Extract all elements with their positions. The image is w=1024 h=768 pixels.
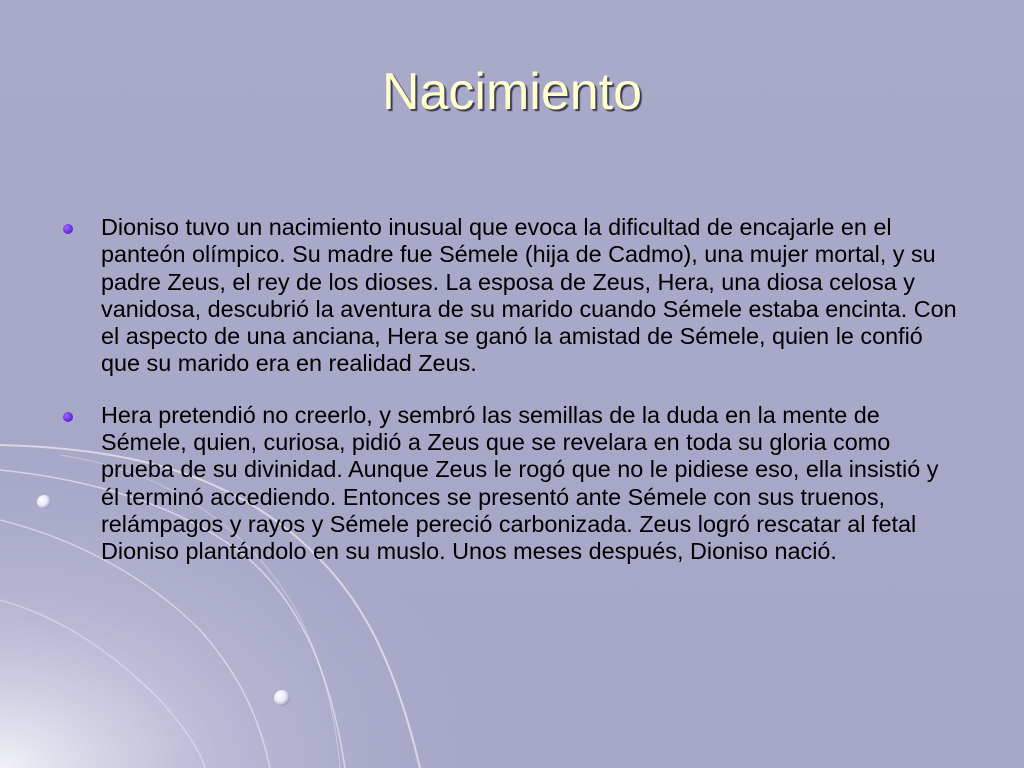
bullet-icon (63, 224, 73, 234)
bullet-text: Dioniso tuvo un nacimiento inusual que evoca la dificultad de encajarle en el panteón olímpico. Su madre fue Sémele (hija de Cadmo), una mujer mortal, y su padre Zeus, el rey de los dioses. La esposa de Zeus, Hera, una diosa celosa y vanidosa, descubrió la aventura de su marido cuando Sémele estaba encinta. Con el aspecto de una anciana, Hera se ganó la amistad de Sémele, quien le confió que su marido era en realidad Zeus. (101, 214, 957, 377)
bullet-text: Hera pretendió no creerlo, y sembró las semillas de la duda en la mente de Sémele, quien, curiosa, pidió a Zeus que se revelara en toda su gloria como prueba de su divinidad. Aunque Zeus le rogó que no le pidiese eso, ella insistió y él terminó accediendo. Entonces se presentó ante Sémele con sus truenos, relámpagos y rayos y Sémele pereció carbonizada. Zeus logró rescatar al fetal Dioniso plantándolo en su muslo. Unos meses después, Dioniso nació. (101, 401, 939, 565)
bullet-item (60, 402, 960, 566)
orb-decoration (274, 690, 290, 706)
orb-decoration (37, 495, 51, 509)
bullet-list (60, 214, 960, 566)
bullet-icon (63, 412, 73, 422)
bullet-item (60, 214, 960, 378)
slide-title: Nacimiento (381, 63, 643, 121)
